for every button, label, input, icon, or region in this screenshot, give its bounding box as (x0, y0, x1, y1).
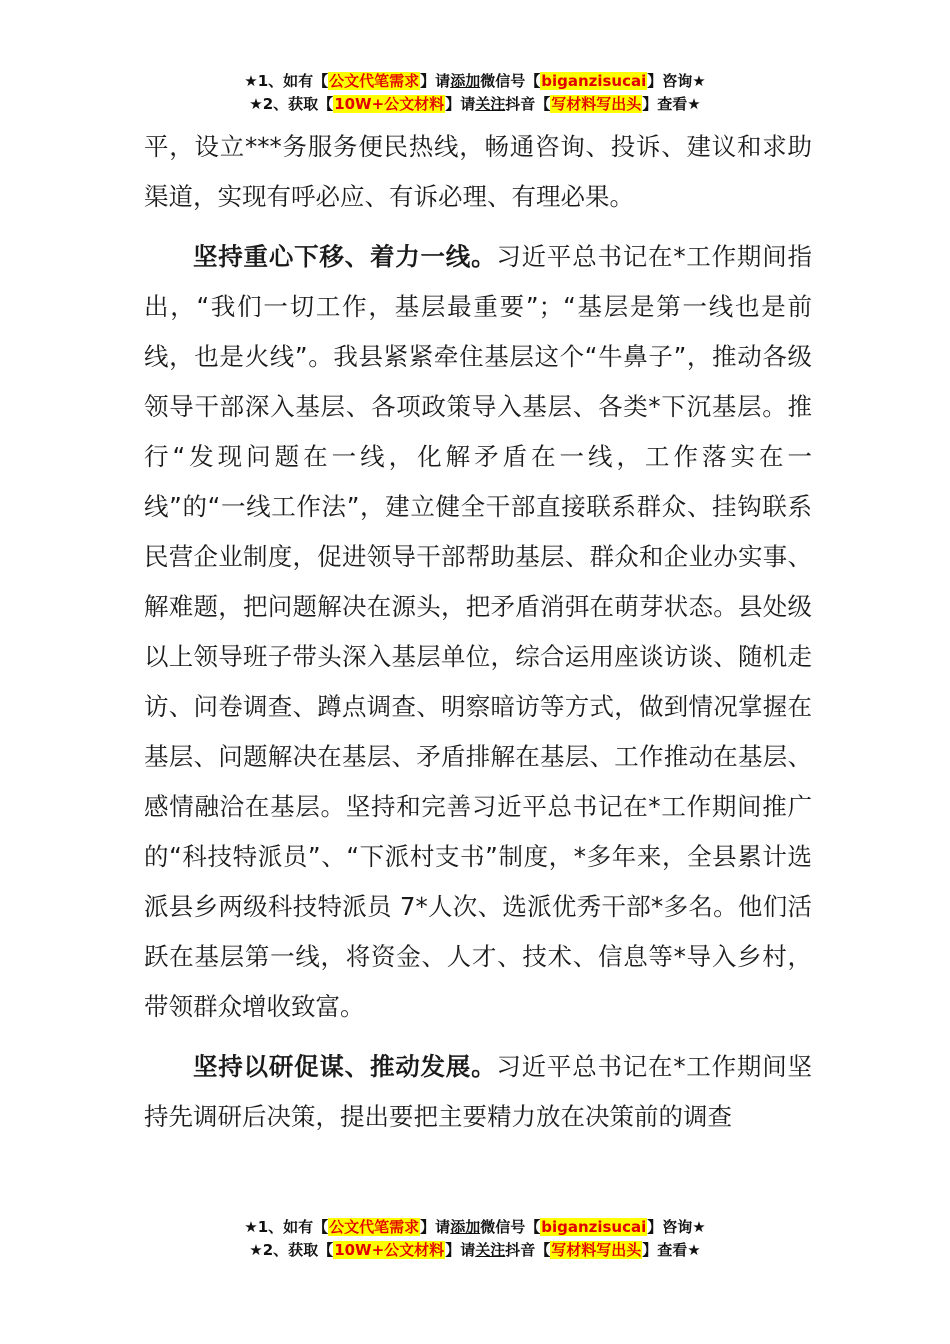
banner-line-2: ★2、获取【10W+公文材料】请关注抖音【写材料写出头】查看★ (249, 1241, 701, 1259)
paragraph: 坚持以研促谋、推动发展。习近平总书记在*工作期间坚持先调研后决策，提出要把主要精力放在决策前的调查 (144, 1052, 812, 1131)
banner-line-1: ★1、如有【公文代笔需求】请添加微信号【biganzisucai】咨询★ (244, 72, 706, 90)
paragraph: 平，设立***务服务便民热线，畅通咨询、投诉、建议和求助渠道，实现有呼必应、有诉必理、有理必果。 (144, 132, 812, 211)
highlight-douyin-account: 写材料写出头 (551, 1241, 642, 1259)
banner-line-1: ★1、如有【公文代笔需求】请添加微信号【biganzisucai】咨询★ (244, 1218, 706, 1236)
paragraph: 坚持重心下移、着力一线。习近平总书记在*工作期间指出，“我们一切工作，基层最重要”；“基层是第一线也是前线，也是火线”。我县紧紧牵住基层这个“牛鼻子”，推动各级领导干部深入基层、各项政策导入基层、各类*下沉基层。推行“发现问题在一线，化解矛盾在一线，工作落实在一线”的“一线工作法”，建立健全干部直接联系群众、挂钩联系民营企业制度，促进领导干部帮助基层、群众和企业办实事、解难题，把问题解决在源头，把矛盾消弭在萌芽状态。县处级以上领导班子带头深入基层单位，综合运用座谈访谈、随机走访、问卷调查、蹲点调查、明察暗访等方式，做到情况掌握在基层、问题解决在基层、矛盾排解在基层、工作推动在基层、感情融洽在基层。坚持和完善习近平总书记在*工作期间推广的“科技特派员”、“下派村支书”制度，*多年来，全县累计选派县乡两级科技特派员 7*人次、选派优秀干部*多名。他们活跃在基层第一线，将资金、人才、技术、信息等*导入乡村，带领群众增收致富。 (144, 242, 812, 1021)
highlight-materials: 10W+公文材料 (334, 95, 445, 113)
highlight-wechat-id: biganzisucai (541, 72, 647, 90)
document-body (144, 122, 812, 1142)
paragraph-lead: 坚持重心下移、着力一线。 (193, 242, 497, 271)
highlight-materials: 10W+公文材料 (334, 1241, 445, 1259)
highlight-ghostwriting: 公文代笔需求 (329, 1218, 420, 1236)
highlight-ghostwriting: 公文代笔需求 (329, 72, 420, 90)
footer-banner (0, 1216, 950, 1262)
banner-line-2: ★2、获取【10W+公文材料】请关注抖音【写材料写出头】查看★ (249, 95, 701, 113)
highlight-douyin-account: 写材料写出头 (551, 95, 642, 113)
paragraph-lead: 坚持以研促谋、推动发展。 (193, 1052, 497, 1081)
header-banner (0, 70, 950, 116)
highlight-wechat-id: biganzisucai (541, 1218, 647, 1236)
